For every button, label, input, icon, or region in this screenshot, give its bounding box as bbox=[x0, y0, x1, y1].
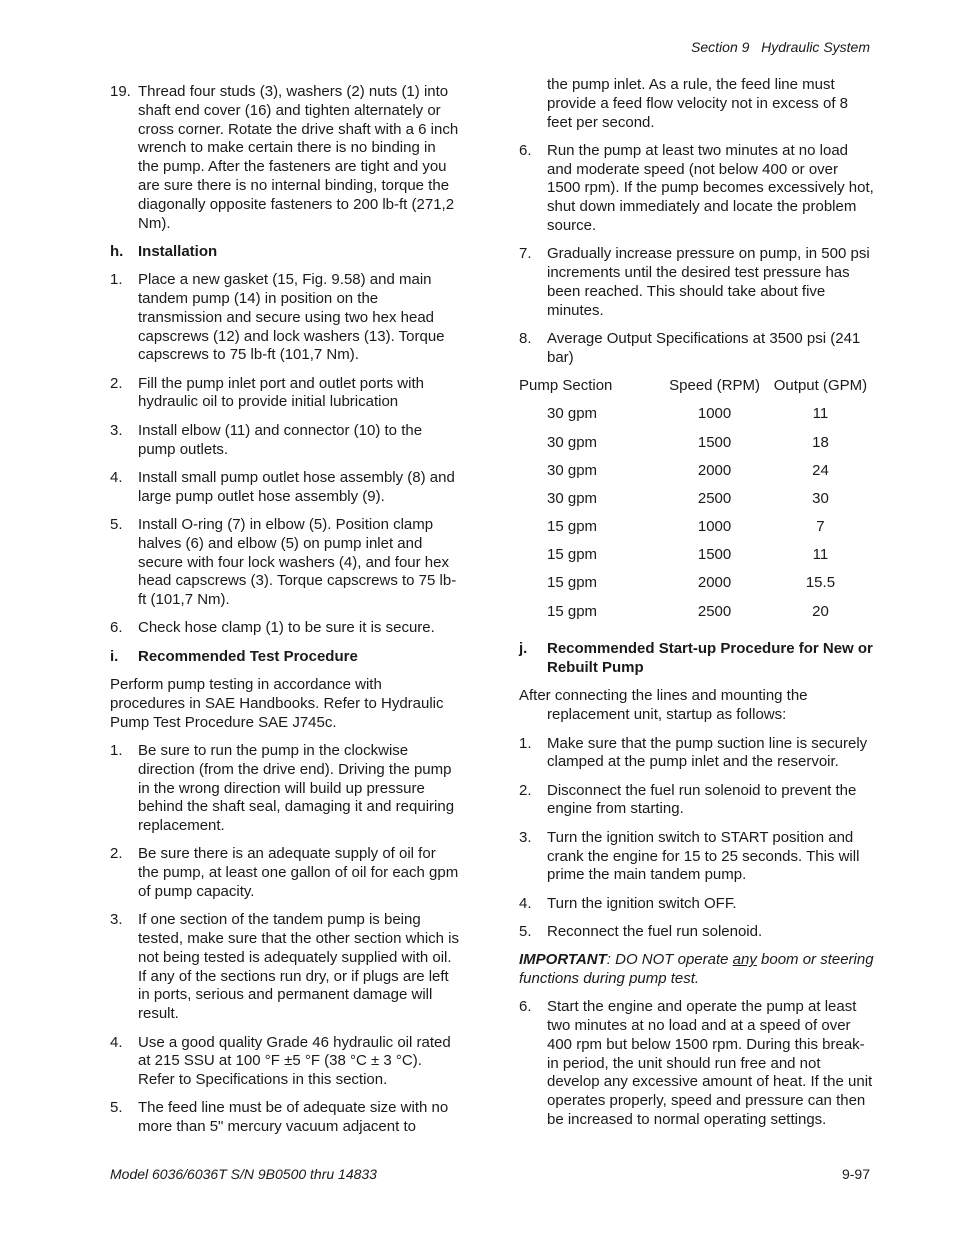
list-item bbox=[110, 375, 460, 413]
table-cell: 30 bbox=[812, 489, 829, 507]
list-item bbox=[110, 742, 460, 836]
table-cell: 7 bbox=[816, 518, 825, 536]
startup-intro: After connecting the lines and mounting the replacement unit, startup as follows: bbox=[519, 687, 808, 724]
step-text: If one section of the tandem pump is being tested, make sure that the other section which is not being tested is adequately supplied with oil. If any of the sections run dry, or if plugs are left in ports, serious and permanent damage will result. bbox=[138, 911, 459, 1023]
step-text: Reconnect the fuel run solenoid. bbox=[547, 922, 763, 940]
step-text: Check hose clamp (1) to be sure it is secure. bbox=[138, 619, 435, 637]
step-number: 1. bbox=[519, 734, 532, 752]
list-item bbox=[519, 330, 875, 368]
heading-title: Recommended Test Procedure bbox=[138, 647, 358, 665]
list-item bbox=[110, 422, 460, 460]
step-text: Fill the pump inlet port and outlet ports with hydraulic oil to provide initial lubrication bbox=[138, 374, 424, 411]
list-item bbox=[110, 845, 460, 901]
step-text: The feed line must be of adequate size with no more than 5" mercury vacuum adjacent to bbox=[138, 1099, 449, 1136]
table-cell: 30 gpm bbox=[547, 461, 598, 479]
table-cell: 11 bbox=[812, 405, 829, 423]
heading-title: Installation bbox=[138, 242, 218, 260]
table-header-cell: Pump Section bbox=[519, 377, 613, 395]
step-text: Thread four studs (3), washers (2) nuts (1) into shaft end cover (16) and tighten alternately or cross corner. Rotate the drive shaft with a 6 inch wrench to make certain there is no binding in the pump. After the fasteners are tight and you are sure there is no internal binding, torque the diagonally opposite fasteners to 200 lb-ft (271,2 Nm). bbox=[138, 83, 459, 232]
important-emphasis: any bbox=[732, 951, 757, 969]
table-cell: 15.5 bbox=[805, 574, 836, 592]
list-item bbox=[519, 829, 875, 885]
step-number: 4. bbox=[110, 1033, 123, 1051]
table-cell: 15 gpm bbox=[547, 574, 598, 592]
step-number: 19. bbox=[110, 83, 131, 100]
step-text: Disconnect the fuel run solenoid to prevent the engine from starting. bbox=[547, 781, 857, 818]
step-number: 1. bbox=[110, 271, 123, 289]
table-cell: 30 gpm bbox=[547, 405, 598, 423]
step-number: 5. bbox=[519, 922, 532, 940]
step-text: Install elbow (11) and connector (10) to the pump outlets. bbox=[138, 421, 423, 458]
left-column bbox=[110, 83, 460, 1147]
table-cell: 1000 bbox=[697, 405, 732, 423]
list-item bbox=[519, 782, 875, 820]
heading-letter: j. bbox=[519, 640, 528, 658]
table-cell: 2000 bbox=[697, 574, 732, 592]
table-row bbox=[519, 490, 875, 518]
table-cell: 2000 bbox=[697, 461, 732, 479]
list-item bbox=[110, 1099, 460, 1137]
step-text: Make sure that the pump suction line is securely clamped at the pump inlet and the reservoir. bbox=[547, 734, 868, 771]
step-number: 2. bbox=[110, 374, 123, 392]
step-5-continuation: the pump inlet. As a rule, the feed line must provide a feed flow velocity not in excess of 8 feet per second. bbox=[547, 76, 848, 131]
page-header bbox=[691, 39, 870, 55]
table-cell: 1500 bbox=[697, 433, 732, 451]
step-text: Start the engine and operate the pump at least two minutes at no load and at a speed of over 400 rpm but below 1500 rpm. During this break-in period, the unit should run free and not develop any excessive amount of heat. If the unit operates properly, speed and pressure can then be increased to normal operating settings. bbox=[547, 998, 873, 1129]
step-number: 4. bbox=[110, 468, 123, 486]
heading-letter: i. bbox=[110, 647, 119, 665]
table-header-row bbox=[519, 377, 875, 405]
important-label: IMPORTANT bbox=[519, 951, 607, 969]
step-number: 3. bbox=[110, 421, 123, 439]
right-column bbox=[519, 76, 875, 1139]
step-text: Gradually increase pressure on pump, in 500 psi increments until the desired test pressure has been reached. This should take about five minutes. bbox=[547, 245, 870, 319]
page-footer bbox=[110, 1166, 870, 1182]
step-text: Turn the ignition switch to START position and crank the engine for 15 to 25 seconds. This will prime the main tandem pump. bbox=[547, 828, 860, 884]
step-text: Turn the ignition switch OFF. bbox=[547, 894, 737, 912]
step-text: Run the pump at least two minutes at no load and moderate speed (not below 400 or over 1500 rpm). If the pump becomes excessively hot, shut down immediately and locate the problem source. bbox=[547, 141, 874, 235]
table-cell: 20 bbox=[812, 602, 829, 620]
page-number: 9-97 bbox=[841, 1166, 870, 1182]
test-steps-continued bbox=[519, 142, 875, 368]
heading-title: Recommended Start-up Procedure for New or Rebuilt Pump bbox=[547, 640, 873, 677]
installation-heading bbox=[110, 243, 460, 262]
step-number: 2. bbox=[110, 845, 123, 863]
list-item bbox=[110, 1034, 460, 1090]
step-text: Be sure to run the pump in the clockwise direction (from the drive end). Driving the pump in the wrong direction will build up pressure behind the shaft seal, damaging it and requiring replacement. bbox=[138, 741, 455, 835]
step-text: Be sure there is an adequate supply of oil for the pump, at least one gallon of oil for each gpm of pump capacity. bbox=[138, 845, 459, 900]
test-intro: Perform pump testing in accordance with procedures in SAE Handbooks. Refer to Hydraulic Pump Test Procedure SAE J745c. bbox=[110, 676, 444, 731]
step-number: 6. bbox=[110, 619, 123, 637]
startup-step-6 bbox=[519, 998, 875, 1130]
installation-steps bbox=[110, 271, 460, 638]
table-cell: 15 gpm bbox=[547, 602, 598, 620]
table-header-cell: Output (GPM) bbox=[773, 377, 868, 395]
table-row bbox=[519, 462, 875, 490]
important-text: : DO NOT operate bbox=[606, 951, 733, 969]
step-number: 6. bbox=[519, 998, 532, 1016]
model-info: Model 6036/6036T S/N 9B0500 thru 14833 bbox=[110, 1166, 377, 1182]
table-cell: 15 gpm bbox=[547, 518, 598, 536]
list-item bbox=[519, 923, 875, 942]
list-item bbox=[110, 516, 460, 610]
step-number: 6. bbox=[519, 141, 532, 159]
section-title: Hydraulic System bbox=[761, 39, 870, 55]
step-text: Average Output Specifications at 3500 psi (241 bar) bbox=[547, 330, 861, 366]
step-number: 4. bbox=[519, 894, 532, 912]
step-number: 8. bbox=[519, 330, 532, 348]
step-text: Install small pump outlet hose assembly (8) and large pump outlet hose assembly (9). bbox=[138, 468, 455, 505]
step-number: 3. bbox=[110, 911, 123, 929]
important-note bbox=[519, 951, 875, 989]
table-cell: 2500 bbox=[697, 489, 732, 507]
step-number: 2. bbox=[519, 781, 532, 799]
step-text: Place a new gasket (15, Fig. 9.58) and main tandem pump (14) in position on the transmission and secure using two hex head capscrews (12) and lock washers (13). Torque capscrews to 75 lb-ft (101,7 Nm). bbox=[138, 271, 445, 364]
step-number: 1. bbox=[110, 741, 123, 759]
step-number: 5. bbox=[110, 515, 123, 533]
important-text: boom or steering functions during pump test. bbox=[519, 951, 874, 987]
list-item bbox=[519, 895, 875, 914]
step-number: 5. bbox=[110, 1099, 123, 1117]
table-cell: 30 gpm bbox=[547, 489, 598, 507]
table-row bbox=[519, 603, 875, 631]
table-cell: 24 bbox=[812, 461, 829, 479]
startup-procedure-heading bbox=[519, 640, 875, 678]
list-item bbox=[110, 911, 460, 1024]
table-cell: 1000 bbox=[697, 518, 732, 536]
table-row bbox=[519, 405, 875, 433]
table-row bbox=[519, 546, 875, 574]
step-number: 7. bbox=[519, 245, 532, 263]
step-text: Use a good quality Grade 46 hydraulic oil rated at 215 SSU at 100 °F ±5 °F (38 °C ± 3 °C). Refer to Specifications in this section. bbox=[138, 1033, 451, 1089]
step-19 bbox=[110, 83, 460, 233]
table-cell: 2500 bbox=[697, 602, 732, 620]
step-number: 3. bbox=[519, 828, 532, 846]
table-cell: 15 gpm bbox=[547, 546, 598, 564]
output-spec-table bbox=[519, 377, 875, 631]
heading-letter: h. bbox=[110, 242, 124, 260]
list-item bbox=[519, 735, 875, 773]
list-item bbox=[519, 245, 875, 320]
list-item bbox=[110, 619, 460, 638]
list-item bbox=[110, 271, 460, 365]
list-item bbox=[110, 469, 460, 507]
test-steps bbox=[110, 742, 460, 1137]
list-item bbox=[519, 142, 875, 236]
table-cell: 18 bbox=[812, 433, 829, 451]
table-row bbox=[519, 518, 875, 546]
table-cell: 11 bbox=[812, 546, 829, 564]
table-cell: 30 gpm bbox=[547, 433, 598, 451]
startup-steps bbox=[519, 735, 875, 942]
table-header-cell: Speed (RPM) bbox=[669, 377, 760, 395]
table-row bbox=[519, 434, 875, 462]
step-text: Install O-ring (7) in elbow (5). Position clamp halves (6) and elbow (5) on pump inlet and secure with four lock washers (4), and four hex head capscrews (3). Torque capscrews to 75 lb-ft (101,7 Nm). bbox=[138, 515, 457, 609]
test-procedure-heading bbox=[110, 648, 460, 667]
section-number: Section 9 bbox=[691, 39, 750, 55]
table-cell: 1500 bbox=[697, 546, 732, 564]
table-row bbox=[519, 574, 875, 602]
